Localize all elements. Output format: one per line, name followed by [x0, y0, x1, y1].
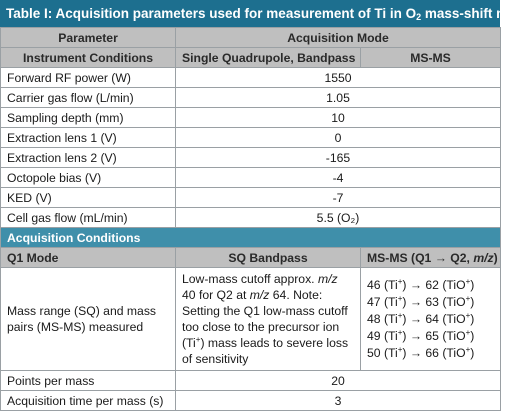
- subheader-instrument-conditions: Instrument Conditions: [1, 48, 176, 68]
- q1-mode-row: [1, 248, 501, 268]
- param-label: Extraction lens 2 (V): [1, 148, 176, 168]
- param-value: -165: [176, 148, 501, 168]
- table-row: [1, 68, 501, 88]
- table-row: [1, 371, 501, 391]
- table-row: [1, 391, 501, 411]
- mass-pair: 48 (Ti+) → 64 (TiO+): [367, 310, 475, 326]
- mass-range-label: Mass range (SQ) and mass pairs (MS-MS) measured: [1, 268, 176, 371]
- table-title: Table I: Acquisition parameters used for measurement of Ti in $O_2$ mass-shift mode: [0, 0, 500, 27]
- q1-mode-label: Q1 Mode: [1, 248, 176, 268]
- subheader-single-quadrupole: Single Quadrupole, Bandpass: [176, 48, 361, 68]
- table-row: [1, 88, 501, 108]
- header-parameter: Parameter: [1, 28, 176, 48]
- param-label: Extraction lens 1 (V): [1, 128, 176, 148]
- param-value: 5.5 (O₂): [176, 208, 501, 228]
- table-row: [1, 208, 501, 228]
- table-row: [1, 168, 501, 188]
- param-label: Sampling depth (mm): [1, 108, 176, 128]
- mass-range-note: Low-mass cutoff approx. m/z 40 for Q2 at m/z 64. Note: Setting the Q1 low-mass cutoff too close to the precursor ion (Ti+) mass leads to severe loss of sensitivity: [176, 268, 361, 371]
- param-label: Cell gas flow (mL/min): [1, 208, 176, 228]
- param-value: 1550: [176, 68, 501, 88]
- subheader-msms: MS-MS: [361, 48, 501, 68]
- acquisition-time-value: 3: [176, 391, 501, 411]
- table-row: [1, 148, 501, 168]
- subheader-row: [1, 48, 501, 68]
- param-value: 0: [176, 128, 501, 148]
- param-label: Carrier gas flow (L/min): [1, 88, 176, 108]
- acquisition-conditions-heading: Acquisition Conditions: [1, 228, 501, 248]
- table-row: [1, 188, 501, 208]
- table-row: [1, 108, 501, 128]
- header-row: [1, 28, 501, 48]
- param-value: -4: [176, 168, 501, 188]
- mass-range-row: [1, 268, 501, 371]
- section-row: [1, 228, 501, 248]
- q1-sq-bandpass: SQ Bandpass: [176, 248, 361, 268]
- points-per-mass-label: Points per mass: [1, 371, 176, 391]
- param-value: -7: [176, 188, 501, 208]
- mass-pairs-list: [361, 268, 501, 371]
- param-value: 10: [176, 108, 501, 128]
- header-acquisition-mode: Acquisition Mode: [176, 28, 501, 48]
- q1-msms: MS-MS (Q1 → Q2, m/z): [361, 248, 501, 268]
- acquisition-time-label: Acquisition time per mass (s): [1, 391, 176, 411]
- mass-pair: 46 (Ti+) → 62 (TiO+): [367, 276, 475, 292]
- param-label: Forward RF power (W): [1, 68, 176, 88]
- param-label: KED (V): [1, 188, 176, 208]
- points-per-mass-value: 20: [176, 371, 501, 391]
- mass-pair: 50 (Ti+) → 66 (TiO+): [367, 344, 475, 360]
- mass-pair: 47 (Ti+) → 63 (TiO+): [367, 293, 475, 309]
- param-value: 1.05: [176, 88, 501, 108]
- acquisition-table: [0, 27, 501, 411]
- table-row: [1, 128, 501, 148]
- param-label: Octopole bias (V): [1, 168, 176, 188]
- mass-pair: 49 (Ti+) → 65 (TiO+): [367, 327, 475, 343]
